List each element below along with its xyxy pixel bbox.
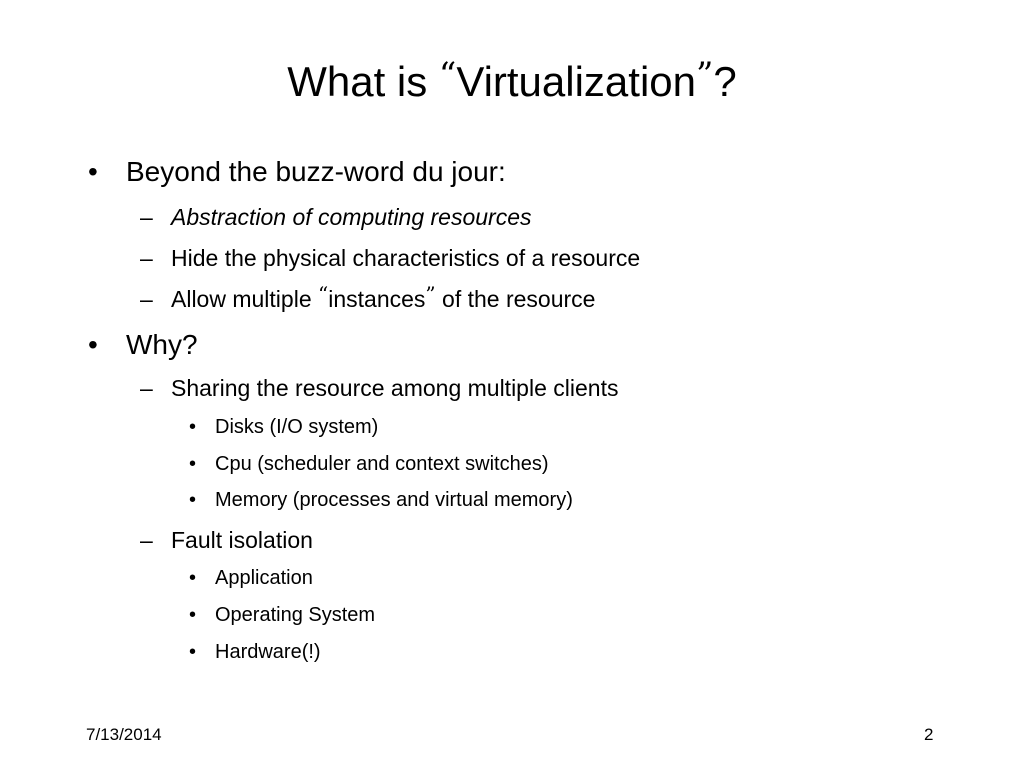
dash-marker: – [140, 286, 153, 312]
slide-title [0, 52, 1024, 115]
subitem-allow-instances [171, 282, 596, 314]
dash-marker: – [140, 204, 153, 230]
title-open-quote: “ [438, 55, 457, 95]
subitem-hide-physical: Hide the physical characteristics of a resource [171, 245, 641, 271]
dash-marker: – [140, 245, 153, 271]
bullet-marker: • [189, 567, 197, 589]
point-disks: Disks (I/O system) [215, 416, 379, 438]
point-cpu: Cpu (scheduler and context switches) [215, 453, 549, 475]
title-keyword: Virtualization [456, 58, 697, 105]
instances-open-quote: “ [318, 282, 329, 306]
bullet-marker: • [88, 156, 98, 187]
point-memory: Memory (processes and virtual memory) [215, 489, 573, 511]
title-close-quote: ” [696, 55, 714, 95]
subitem-allow-after: of the resource [435, 286, 596, 312]
instances-close-quote: ” [425, 282, 436, 306]
point-application: Application [215, 567, 313, 589]
bullet-marker: • [189, 489, 197, 511]
bullet-marker: • [88, 329, 98, 360]
bullet-beyond-buzzword: Beyond the buzz-word du jour: [126, 156, 506, 187]
subitem-allow-before: Allow multiple [171, 286, 318, 312]
subitem-fault-isolation: Fault isolation [171, 527, 313, 553]
bullet-marker: • [189, 641, 197, 663]
bullet-why: Why? [126, 329, 198, 360]
bullet-marker: • [189, 604, 197, 626]
dash-marker: – [140, 375, 153, 401]
bullet-marker: • [189, 453, 197, 475]
bullet-marker: • [189, 416, 197, 438]
point-operating-system: Operating System [215, 604, 376, 626]
subitem-abstraction: Abstraction of computing resources [171, 204, 532, 230]
title-text-after: ? [713, 58, 737, 105]
title-text-before: What is [287, 58, 439, 105]
subitem-sharing-resource: Sharing the resource among multiple clients [171, 375, 619, 401]
dash-marker: – [140, 527, 153, 553]
point-hardware: Hardware(!) [215, 641, 321, 663]
footer-page-number: 2 [924, 725, 934, 744]
footer-date: 7/13/2014 [86, 725, 162, 744]
instances-word: instances [328, 286, 426, 312]
